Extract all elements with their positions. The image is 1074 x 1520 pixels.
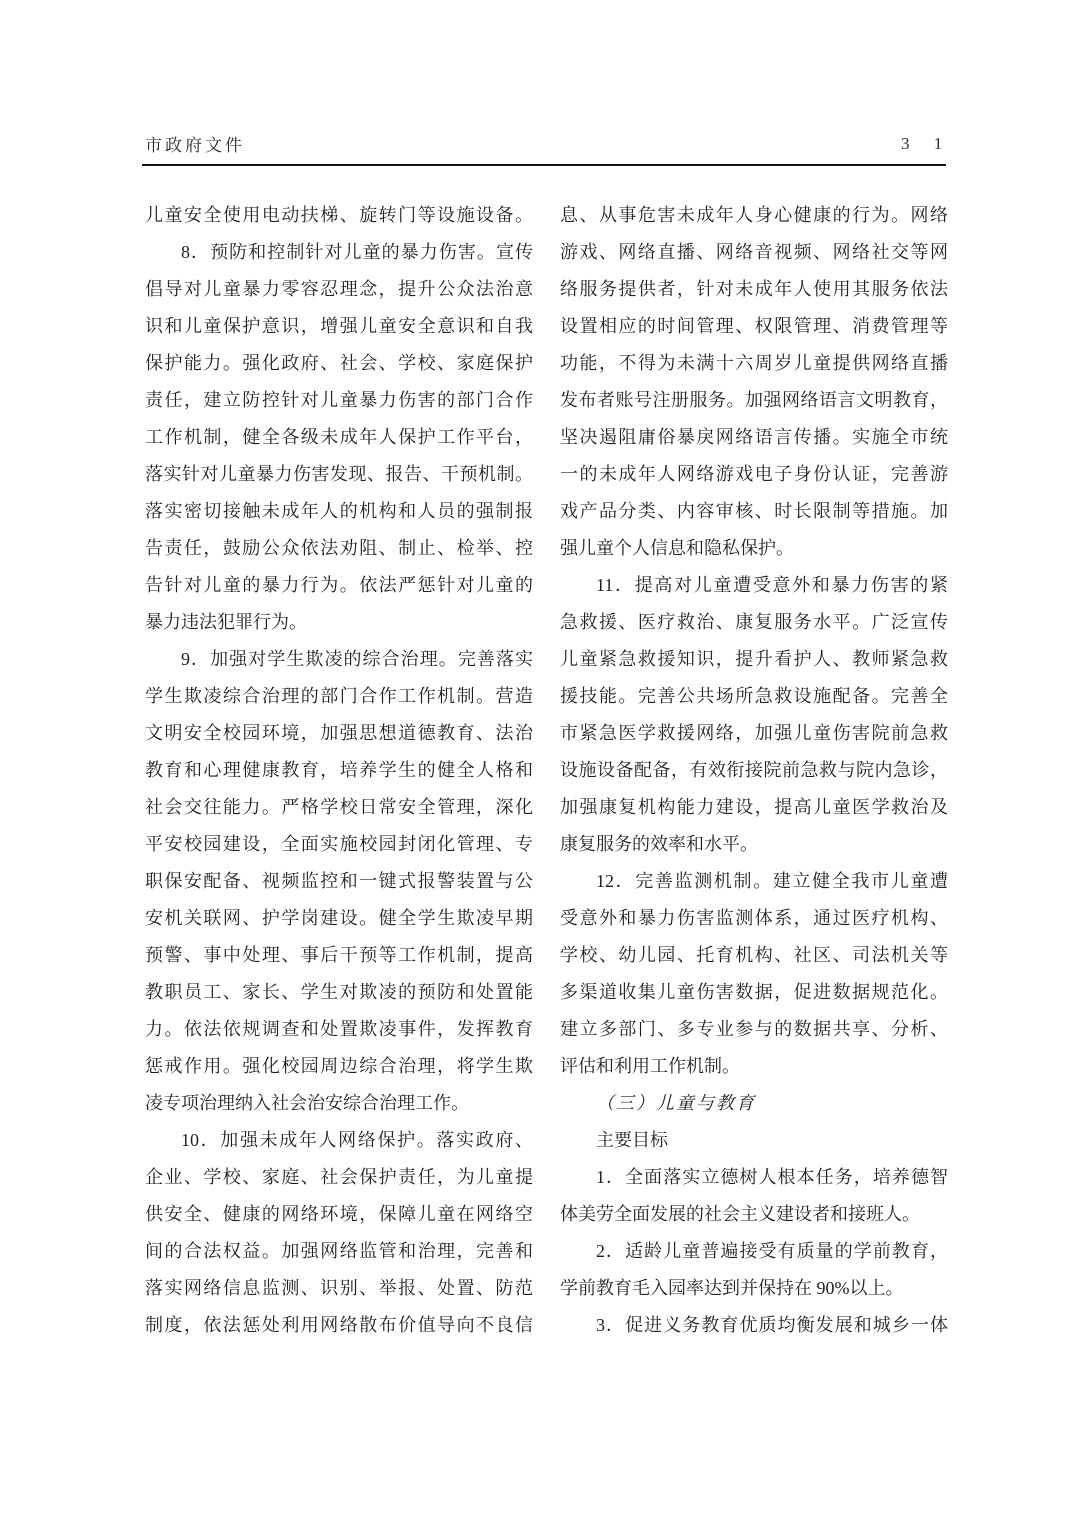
text-line: 12．完善监测机制。建立健全我市儿童遭 [596,871,948,891]
text-line: 设施设备配备，有效衔接院前急救与院内急诊， [560,760,948,780]
text-line: 2．适龄儿童普遍接受有质量的学前教育， [596,1241,948,1261]
text-line: 市紧急医学救援网络，加强儿童伤害院前急救 [560,723,948,743]
text-line: 安机关联网、护学岗建设。健全学生欺凌早期 [145,908,533,928]
text-line: 制度，依法惩处利用网络散布价值导向不良信 [145,1315,533,1335]
text-line: 络服务提供者，针对未成年人使用其服务依法 [560,279,948,299]
text-line: 发布者账号注册服务。加强网络语言文明教育， [560,390,948,410]
text-line: 保护能力。强化政府、社会、学校、家庭保护 [145,353,533,373]
text-line: 社会交往能力。严格学校日常安全管理，深化 [145,797,533,817]
text-line: 加强康复机构能力建设，提高儿童医学救治及 [560,797,948,817]
text-line: 教育和心理健康教育，培养学生的健全人格和 [145,760,533,780]
text-line: 一的未成年人网络游戏电子身份认证，完善游 [560,464,948,484]
text-line: 急救援、医疗救治、康复服务水平。广泛宣传 [560,612,948,632]
text-line: 职保安配备、视频监控和一键式报警装置与公 [145,871,533,891]
text-line: 惩戒作用。强化校园周边综合治理，将学生欺 [145,1056,533,1076]
text-line: 文明安全校园环境，加强思想道德教育、法治 [145,723,533,743]
text-line: 多渠道收集儿童伤害数据，促进数据规范化。 [560,982,948,1002]
text-line: 倡导对儿童暴力零容忍理念，提升公众法治意 [145,279,533,299]
text-line: 坚决遏阻庸俗暴戾网络语言传播。实施全市统 [560,427,948,447]
text-line: 10．加强未成年人网络保护。落实政府、 [181,1130,533,1150]
text-line: 落实密切接触未成年人的机构和人员的强制报 [145,501,533,521]
text-line: 暴力违法犯罪行为。 [145,612,307,632]
text-line: 力。依法依规调查和处置欺凌事件，发挥教育 [145,1019,533,1039]
text-column-left [145,197,533,1344]
text-line: 责任，建立防控针对儿童暴力伤害的部门合作 [145,390,533,410]
page-number: 3 1 [901,134,953,153]
text-line: 供安全、健康的网络环境，保障儿童在网络空 [145,1204,533,1224]
text-line: 11．提高对儿童遭受意外和暴力伤害的紧 [596,575,948,595]
text-line: 9．加强对学生欺凌的综合治理。完善落实 [181,649,533,669]
text-line: 功能，不得为未满十六周岁儿童提供网络直播 [560,353,948,373]
header-doc-category: 市政府文件 [145,136,245,155]
text-line: 设置相应的时间管理、权限管理、消费管理等 [560,316,948,336]
text-line: 间的合法权益。加强网络监管和治理，完善和 [145,1241,533,1261]
text-line: 企业、学校、家庭、社会保护责任，为儿童提 [145,1167,533,1187]
text-line: （三）儿童与教育 [596,1093,756,1113]
text-line: 康复服务的效率和水平。 [560,834,758,854]
text-line: 告责任，鼓励公众依法劝阻、制止、检举、控 [145,538,533,558]
text-line: 8．预防和控制针对儿童的暴力伤害。宣传 [181,242,533,262]
text-line: 学校、幼儿园、托育机构、社区、司法机关等 [560,945,948,965]
text-line: 学前教育毛入园率达到并保持在 90%以上。 [560,1278,904,1298]
text-line: 教职员工、家长、学生对欺凌的预防和处置能 [145,982,533,1002]
text-column-right [560,197,948,1344]
text-line: 息、从事危害未成年人身心健康的行为。网络 [560,205,948,225]
text-line: 工作机制，健全各级未成年人保护工作平台， [145,427,533,447]
text-line: 告针对儿童的暴力行为。依法严惩针对儿童的 [145,575,533,595]
text-line: 落实针对儿童暴力伤害发现、报告、干预机制。 [145,464,533,484]
text-line: 预警、事中处理、事后干预等工作机制，提高 [145,945,533,965]
text-line: 儿童紧急救援知识，提升看护人、教师紧急救 [560,649,948,669]
text-line: 戏产品分类、内容审核、时长限制等措施。加 [560,501,948,521]
text-line: 强儿童个人信息和隐私保护。 [560,538,794,558]
text-line: 1．全面落实立德树人根本任务，培养德智 [596,1167,948,1187]
text-line: 体美劳全面发展的社会主义建设者和接班人。 [560,1204,920,1224]
document-body [145,197,948,1344]
text-line: 游戏、网络直播、网络音视频、网络社交等网 [560,242,948,262]
text-line: 儿童安全使用电动扶梯、旋转门等设施设备。 [145,205,533,225]
text-line: 评估和利用工作机制。 [560,1056,740,1076]
text-line: 凌专项治理纳入社会治安综合治理工作。 [145,1093,469,1113]
text-line: 建立多部门、多专业参与的数据共享、分析、 [560,1019,948,1039]
text-line: 识和儿童保护意识，增强儿童安全意识和自我 [145,316,533,336]
text-line: 受意外和暴力伤害监测体系，通过医疗机构、 [560,908,948,928]
text-line: 学生欺凌综合治理的部门合作工作机制。营造 [145,686,533,706]
text-line: 平安校园建设，全面实施校园封闭化管理、专 [145,834,533,854]
header-rule [142,164,946,166]
text-line: 3．促进义务教育优质均衡发展和城乡一体 [596,1315,948,1335]
text-line: 主要目标 [596,1130,668,1150]
text-line: 落实网络信息监测、识别、举报、处置、防范 [145,1278,533,1298]
text-line: 援技能。完善公共场所急救设施配备。完善全 [560,686,948,706]
